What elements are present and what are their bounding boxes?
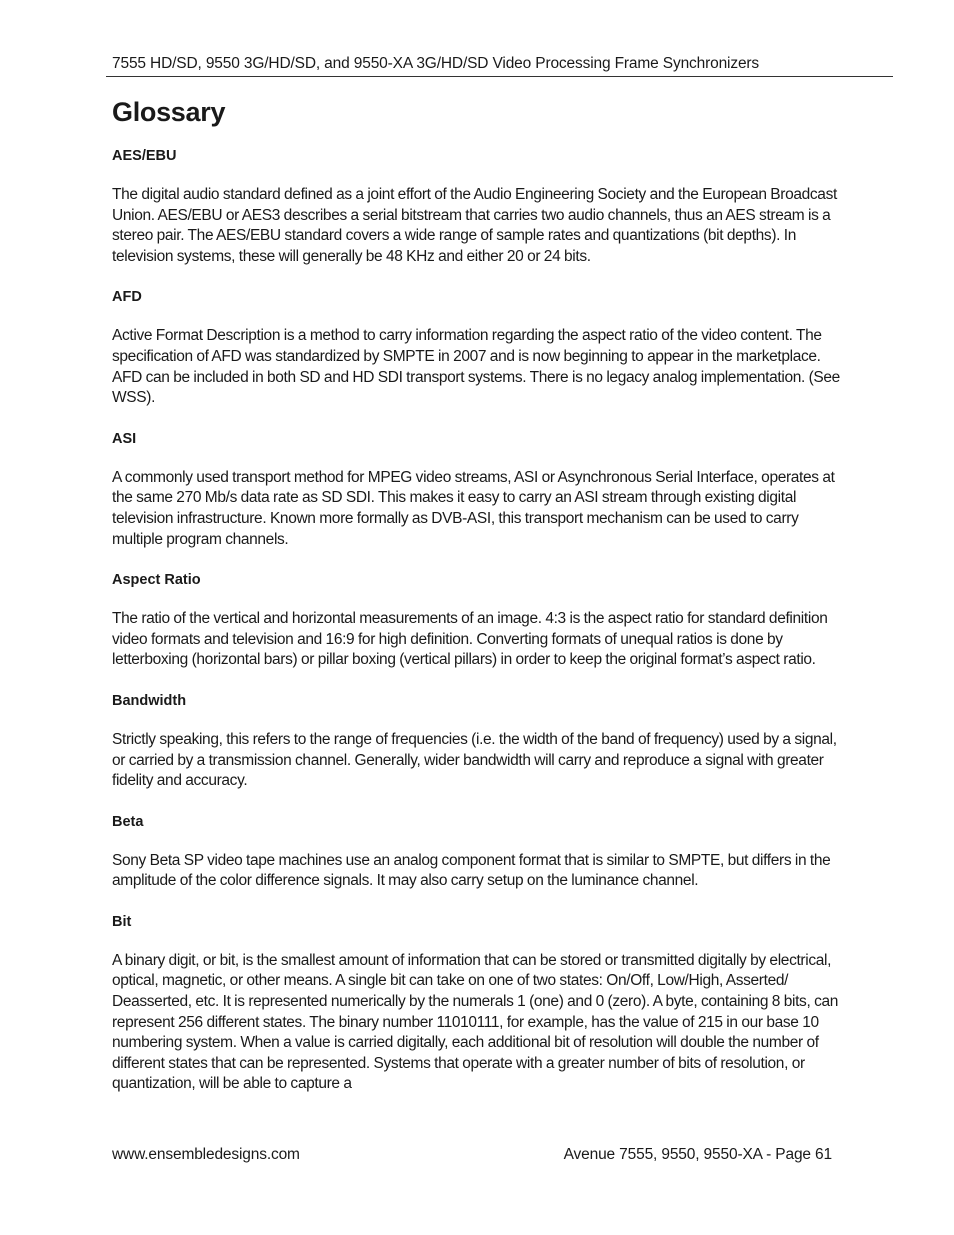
glossary-definition: A binary digit, or bit, is the smallest amount of information that can be stored or transmitted digitally by electrical, optical, magnetic, or other means. A single bit can take on one of two states: On/Off, Low/High, Asserted/ Deasserted, etc. It is represented numerically by the numerals 1 (one) and 0 (zero). A byte, containing 8 bits, can represent 256 different states. The binary number 11010111, for example, has the value of 215 in our base 10 numbering system. When a value is carried digitally, each additional bit of resolution will double the number of different states that can be represented. Systems that operate with a greater number of bits of resolution, or quantization, will be able to capture a: [112, 951, 839, 1093]
glossary-definition: Sony Beta SP video tape machines use an analog component format that is similar to SMPTE, but differs in the amplitude of the color difference signals. It may also carry setup on the luminance channel.: [112, 851, 831, 890]
glossary-entry-aes-ebu: [112, 146, 847, 267]
glossary-entry-bit: [112, 912, 847, 1095]
glossary-term: Bit: [112, 913, 132, 930]
header-divider: [106, 76, 893, 77]
glossary-definition: The ratio of the vertical and horizontal measurements of an image. 4:3 is the aspect ratio for standard definition video formats and television and 16:9 for high definition. Converting formats of unequal ratios is done by letterboxing (horizontal bars) or pillar boxing (vertical pillars) in order to keep the original format’s aspect ratio.: [112, 610, 828, 669]
glossary-list: [112, 146, 847, 1095]
glossary-definition: Active Format Description is a method to carry information regarding the aspect ratio of the video content. The specification of AFD was standardized by SMPTE in 2007 and is now beginning to appear in the marketplace. AFD can be included in both SD and HD SDI transport systems. There is no legacy analog implementation. (See WSS).: [112, 327, 840, 407]
glossary-entry-bandwidth: [112, 691, 847, 792]
page-title: Glossary: [112, 97, 226, 127]
glossary-term: AES/EBU: [112, 148, 177, 164]
glossary-term: ASI: [112, 430, 137, 447]
glossary-definition: The digital audio standard defined as a joint effort of the Audio Engineering Society and the European Broadcast Union. AES/EBU or AES3 describes a serial bitstream that carries two audio channels, thus an AES stream is a stereo pair. The AES/EBU standard covers a wide range of sample rates and quantizations (bit depths). In television systems, these will generally be 48 KHz and either 20 or 24 bits.: [112, 186, 837, 265]
glossary-term: Bandwidth: [112, 692, 187, 709]
glossary-entry-asi: [112, 429, 847, 550]
glossary-definition: Strictly speaking, this refers to the range of frequencies (i.e. the width of the band of frequency) used by a signal, or carried by a transmission channel. Generally, wider bandwidth will carry and reproduce a signal with greater fidelity and accuracy.: [112, 730, 837, 790]
running-header: 7555 HD/SD, 9550 3G/HD/SD, and 9550-XA 3G/HD/SD Video Processing Frame Synchronizers: [112, 55, 760, 72]
glossary-entry-beta: [112, 812, 847, 892]
glossary-term: Beta: [112, 813, 144, 830]
glossary-entry-aspect-ratio: [112, 570, 847, 671]
glossary-definition: A commonly used transport method for MPEG video streams, ASI or Asynchronous Serial Interface, operates at the same 270 Mb/s data rate as SD SDI. This makes it easy to carry an ASI stream through existing digital television infrastructure. Known more formally as DVB-ASI, this transport mechanism can be used to carry multiple program channels.: [112, 468, 835, 548]
footer-website-link[interactable]: www.ensembledesigns.com: [112, 1146, 300, 1163]
footer-page-number: Avenue 7555, 9550, 9550-XA - Page 61: [563, 1146, 832, 1163]
glossary-term: Aspect Ratio: [112, 572, 201, 589]
glossary-entry-afd: [112, 287, 847, 408]
glossary-term: AFD: [112, 289, 142, 306]
